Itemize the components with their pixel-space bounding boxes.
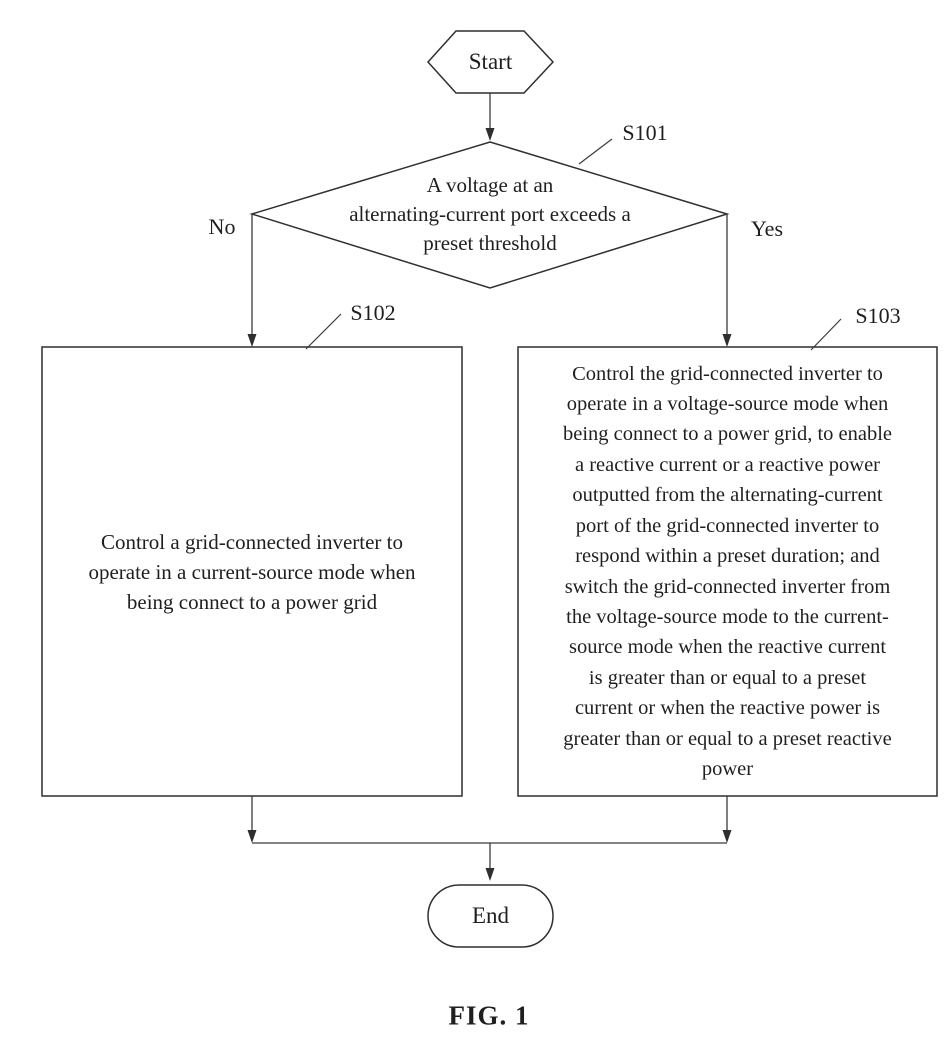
branch-label-no: No bbox=[208, 214, 236, 239]
process-box-s102-text: Control a grid-connected inverter to operate in a current-source mode when being connect to a power grid bbox=[88, 529, 416, 614]
step-id-s101: S101 bbox=[622, 120, 668, 145]
arrowhead-start-to-decision bbox=[486, 128, 495, 141]
leader-line-s101 bbox=[579, 139, 612, 164]
arrowhead-no-branch bbox=[248, 334, 257, 347]
process-box-s103-text: Control the grid-connected inverter to operate in a voltage-source mode when being connect to a power grid, to enable a reactive current or a reactive power outputted from the alternating-current port of the grid-connected inverter to respond within a preset duration; and switch the grid-connected inverter from the voltage-source mode to the current- source mode when the reactive current is greater than or equal to a preset current or when the reactive power is greater than or equal to a preset reactive power bbox=[562, 362, 893, 780]
step-id-s103: S103 bbox=[855, 303, 901, 328]
end-label: End bbox=[471, 902, 510, 928]
decision-text: A voltage at an alternating-current port exceeds a preset threshold bbox=[349, 172, 631, 255]
arrowhead-yes-branch bbox=[723, 334, 732, 347]
arrowhead-right-box-to-merge bbox=[723, 830, 732, 843]
step-id-s102: S102 bbox=[350, 300, 396, 325]
leader-line-s102 bbox=[306, 314, 341, 349]
leader-line-s103 bbox=[811, 319, 841, 350]
arrowhead-merge-to-end bbox=[486, 868, 495, 881]
branch-label-yes: Yes bbox=[750, 216, 784, 241]
arrowhead-left-box-to-merge bbox=[248, 830, 257, 843]
figure-caption: FIG. 1 bbox=[448, 1000, 530, 1031]
start-label: Start bbox=[468, 48, 513, 74]
